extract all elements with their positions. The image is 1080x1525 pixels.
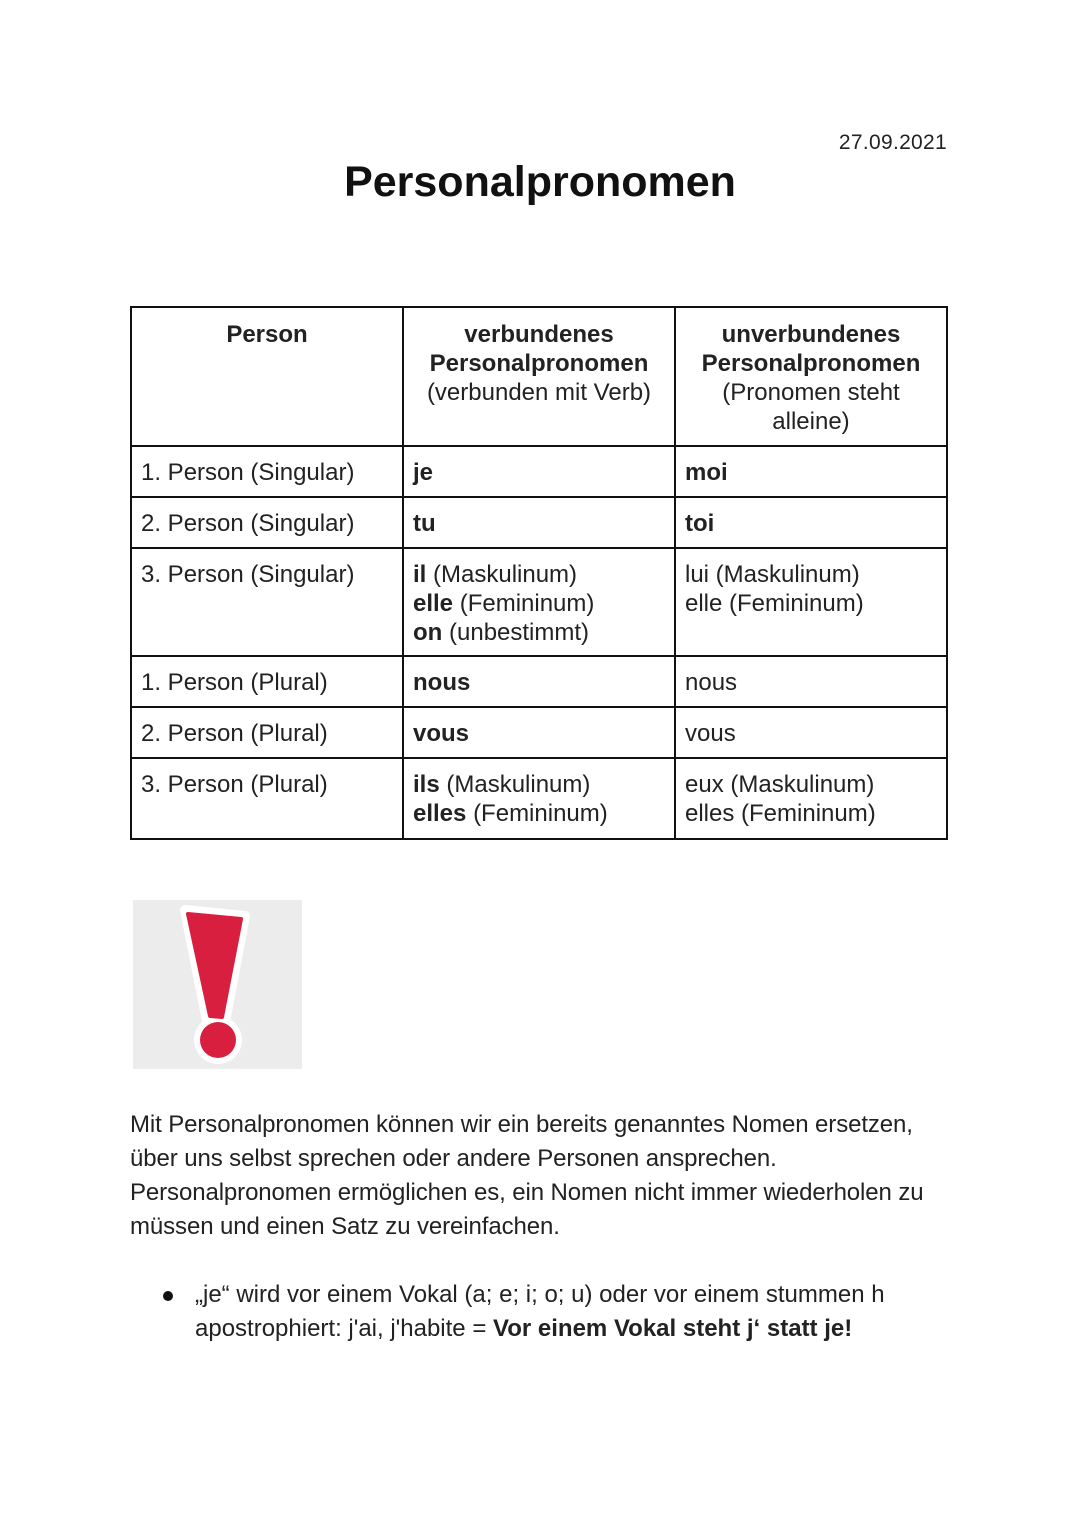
warning-image [133, 900, 302, 1069]
person-cell: 1. Person (Singular) [131, 446, 403, 497]
pronoun-line [413, 770, 665, 799]
unverbunden-cell [675, 548, 947, 656]
pronoun-line [413, 589, 665, 618]
exclamation-dot [200, 1022, 236, 1058]
bullet-icon [163, 1291, 173, 1301]
table-row [131, 548, 947, 656]
header-person [131, 307, 403, 446]
pronoun-word: toi [685, 510, 715, 537]
pronoun-line: lui (Maskulinum) [685, 561, 860, 588]
table-row [131, 497, 947, 548]
date-label: 27.09.2021 [838, 131, 947, 154]
page-title: Personalpronomen [344, 158, 736, 206]
pronoun-word: ils [413, 771, 440, 798]
pronoun-word: elle [413, 590, 454, 617]
header-person-label: Person [226, 321, 308, 348]
pronoun-line: elle (Femininum) [685, 590, 864, 617]
person-cell: 2. Person (Plural) [131, 707, 403, 758]
table-row [131, 707, 947, 758]
pronoun-word: moi [685, 459, 728, 486]
rule-list [130, 1278, 960, 1346]
table-row [131, 758, 947, 839]
verbunden-cell [403, 497, 675, 548]
person-cell: 1. Person (Plural) [131, 656, 403, 707]
unverbunden-cell [675, 446, 947, 497]
pronoun-word: nous [413, 669, 471, 696]
pronoun-table [130, 306, 948, 840]
verbunden-cell [403, 548, 675, 656]
verbunden-cell [403, 758, 675, 839]
table-row [131, 656, 947, 707]
header-unverbunden-label: unverbundenes Personalpronomen [701, 321, 921, 377]
person-cell: 3. Person (Plural) [131, 758, 403, 839]
header-unverbunden [675, 307, 947, 446]
exclamation-mark-icon [133, 900, 302, 1069]
pronoun-note: (Maskulinum) [446, 771, 591, 798]
pronoun-note: (unbestimmt) [449, 619, 590, 646]
pronoun-word: on [413, 619, 443, 646]
unverbunden-cell: vous [675, 707, 947, 758]
header-verbunden-sub: (verbunden mit Verb) [426, 379, 652, 406]
verbunden-cell [403, 656, 675, 707]
unverbunden-cell: nous [675, 656, 947, 707]
pronoun-word: tu [413, 510, 436, 537]
person-cell: 2. Person (Singular) [131, 497, 403, 548]
pronoun-note: (Femininum) [459, 590, 595, 617]
pronoun-word: je [413, 459, 434, 486]
pronoun-line [413, 618, 665, 647]
pronoun-line: eux (Maskulinum) [685, 771, 875, 798]
list-item [130, 1278, 960, 1346]
table-row [131, 446, 947, 497]
pronoun-word: vous [413, 720, 470, 747]
pronoun-line [413, 560, 665, 589]
person-cell: 3. Person (Singular) [131, 548, 403, 656]
unverbunden-cell [675, 497, 947, 548]
pronoun-line [413, 799, 665, 828]
verbunden-cell [403, 446, 675, 497]
intro-paragraph: Mit Personalpronomen können wir ein bereits genanntes Nomen ersetzen, über uns selbst sprechen oder andere Personen ansprechen. Personalpronomen ermöglichen es, ein Nomen nicht immer wiederholen zu müssen und einen Satz zu vereinfachen. [130, 1111, 924, 1240]
header-verbunden [403, 307, 675, 446]
pronoun-note: (Femininum) [473, 800, 608, 827]
pronoun-word: il [413, 561, 427, 588]
header-verbunden-label: verbundenes Personalpronomen [429, 321, 649, 377]
rule-highlight: Vor einem Vokal steht j‘ statt je! [493, 1315, 853, 1342]
pronoun-word: elles [413, 800, 467, 827]
rule-text: „je“ wird vor einem Vokal (a; e; i; o; u) oder vor einem stummen h apostrophiert: j'ai, j'habite = [195, 1281, 885, 1342]
pronoun-note: (Maskulinum) [433, 561, 578, 588]
pronoun-line: elles (Femininum) [685, 800, 876, 827]
verbunden-cell [403, 707, 675, 758]
header-unverbunden-sub: (Pronomen steht alleine) [722, 379, 900, 435]
unverbunden-cell [675, 758, 947, 839]
table-header-row [131, 307, 947, 446]
